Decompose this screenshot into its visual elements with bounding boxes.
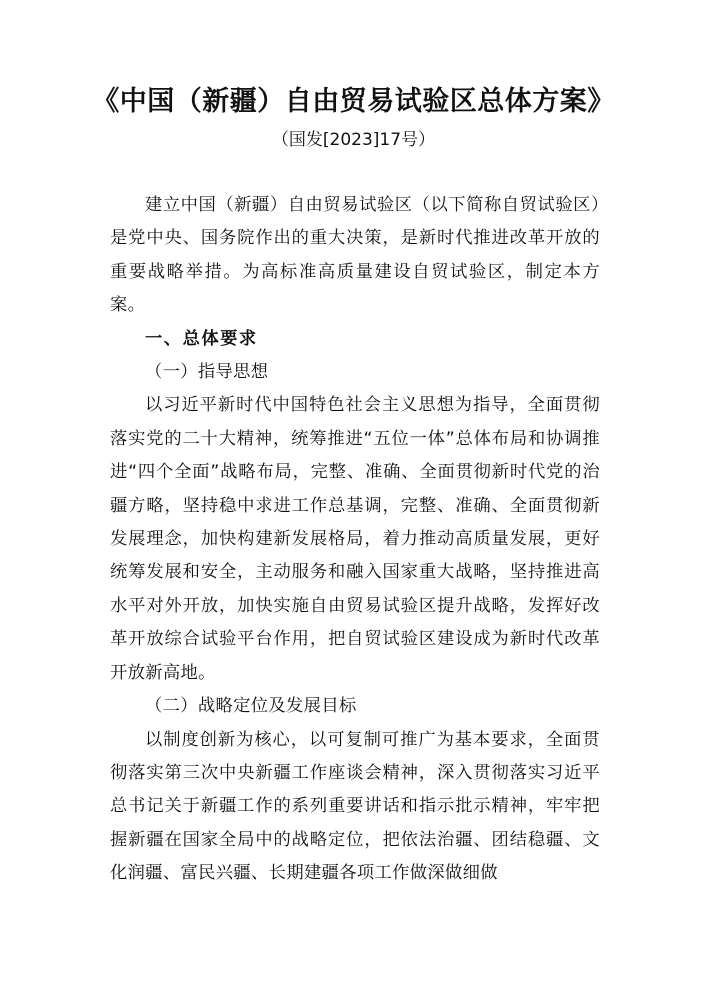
section-heading-general-requirements: 一、总体要求 <box>145 328 258 349</box>
document-title: 《中国（新疆）自由贸易试验区总体方案》 <box>92 86 615 117</box>
subsection-heading-guiding-ideology: （一）指导思想 <box>145 362 269 383</box>
intro-paragraph: 建立中国（新疆）自由贸易试验区（以下简称自贸试验区）是党中央、国务院作出的重大决策，是新时代推进改革开放的重要战略举措。为高标准高质量建设自贸试验区，制定本方案。 <box>110 195 600 316</box>
subsection-heading-strategic-positioning: （二）战略定位及发展目标 <box>145 696 357 717</box>
document-number: （国发[2023]17号） <box>271 130 436 150</box>
document-body <box>110 189 600 891</box>
strategic-positioning-paragraph: 以制度创新为核心，以可复制可推广为基本要求，全面贯彻落实第三次中央新疆工作座谈会精神，深入贯彻落实习近平总书记关于新疆工作的系列重要讲话和指示批示精神，牢牢把握新疆在国家全局中的战略定位，把依法治疆、团结稳疆、文化润疆、富民兴疆、长期建疆各项工作做深做细做 <box>110 729 600 884</box>
guiding-ideology-paragraph: 以习近平新时代中国特色社会主义思想为指导，全面贯彻落实党的二十大精神，统筹推进“五位一体”总体布局和协调推进“四个全面”战略布局，完整、准确、全面贯彻新时代党的治疆方略，坚持稳中求进工作总基调，完整、准确、全面贯彻新发展理念，加快构建新发展格局，着力推动高质量发展，更好统筹发展和安全，主动服务和融入国家重大战略，坚持推进高水平对外开放，加快实施自由贸易试验区提升战略，发挥好改革开放综合试验平台作用，把自贸试验区建设成为新时代改革开放新高地。 <box>110 395 600 683</box>
